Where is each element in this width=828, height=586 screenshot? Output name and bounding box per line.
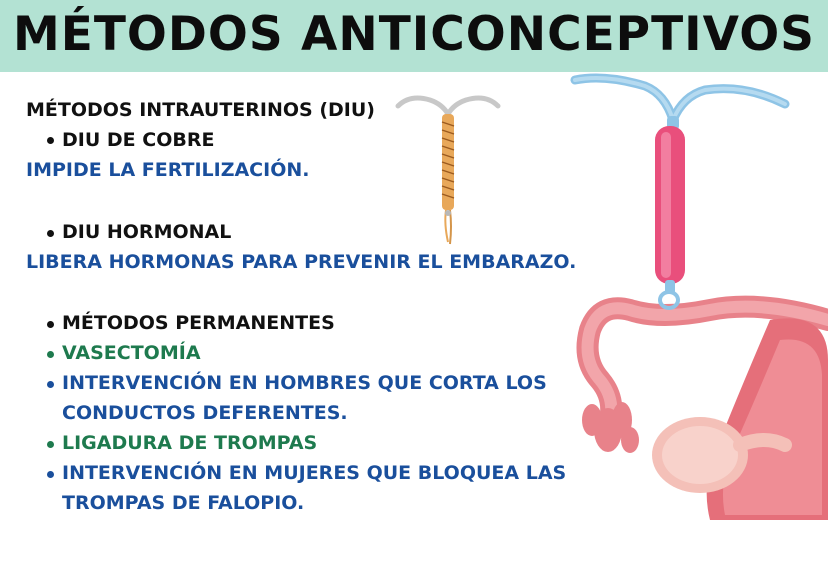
tubal-ligation-label: LIGADURA DE TROMPAS — [62, 432, 318, 454]
vasectomy-description-line-2: CONDUCTOS DEFERENTES. — [62, 402, 348, 424]
vasectomy-description-line-1: INTERVENCIÓN EN HOMBRES QUE CORTA LOS — [62, 372, 547, 394]
vasectomy-label: VASECTOMÍA — [62, 342, 201, 364]
permanent-heading: MÉTODOS PERMANENTES — [62, 312, 335, 334]
hormonal-iud-description: LIBERA HORMONAS PARA PREVENIR EL EMBARAZO. — [26, 251, 577, 273]
hormonal-iud-icon — [565, 72, 795, 312]
bullet-dot — [47, 137, 54, 144]
copper-iud-icon — [390, 92, 510, 252]
bullet-dot — [47, 351, 54, 358]
bullet-dot — [47, 321, 54, 328]
bullet-dot — [47, 441, 54, 448]
tubal-description-line-2: TROMPAS DE FALOPIO. — [62, 492, 305, 514]
hormonal-iud-label: DIU HORMONAL — [62, 221, 232, 243]
bullet-dot — [47, 471, 54, 478]
uterus-illustration — [560, 280, 828, 520]
page-title: MÉTODOS ANTICONCEPTIVOS — [12, 7, 816, 62]
copper-iud-label: DIU DE COBRE — [62, 129, 215, 151]
bullet-dot — [47, 381, 54, 388]
bullet-dot — [47, 230, 54, 237]
copper-iud-description: IMPIDE LA FERTILIZACIÓN. — [26, 159, 310, 181]
intrauterine-heading: MÉTODOS INTRAUTERINOS (DIU) — [26, 99, 375, 121]
tubal-description-line-1: INTERVENCIÓN EN MUJERES QUE BLOQUEA LAS — [62, 462, 567, 484]
